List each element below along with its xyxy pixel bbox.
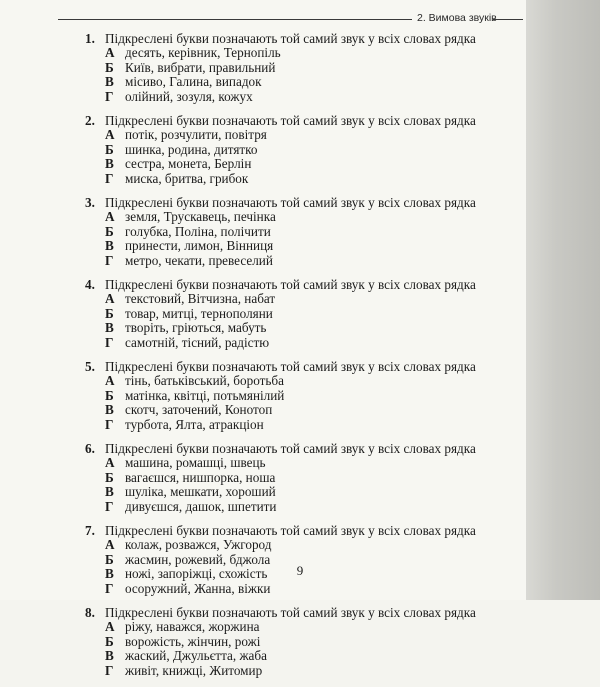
question-number: 3. [85,195,95,210]
option-text: шинка, родина, дитятко [125,141,258,157]
question-stem [85,277,525,292]
option-text: осоружний, Жанна, віжки [125,580,271,596]
answer-option [105,374,525,389]
option-text: турбота, Ялта, атракціон [125,416,264,432]
answer-option [105,172,525,187]
option-letter: Б [105,223,114,239]
option-letter: Б [105,59,114,75]
question-item [85,441,525,514]
answer-option [105,210,525,225]
option-letter: Б [105,469,114,485]
option-text: живіт, книжці, Житомир [125,662,263,678]
question-number: 6. [85,441,95,456]
question-stem [85,441,525,456]
option-text: жасмин, рожевий, бджола [125,551,271,567]
answer-option [105,538,525,553]
question-text: Підкреслені букви позначають той самий звук у всіх словах рядка [105,31,476,46]
option-text: голубка, Поліна, полічити [125,223,271,239]
running-header [0,12,600,26]
option-letter: А [105,209,115,224]
option-letter: Г [105,88,114,104]
option-text: вагаєшся, нишпорка, ноша [125,469,276,485]
option-text: ворожість, жінчин, рожі [125,633,261,649]
answer-option [105,46,525,61]
header-rule-left [58,19,412,20]
question-item [85,195,525,268]
question-number: 2. [85,113,95,128]
option-text: жаский, Джульєтта, жаба [125,648,267,663]
answer-option [105,336,525,351]
option-text: ріжу, наважся, жоржина [125,619,260,634]
answer-options [105,620,525,678]
answer-option [105,61,525,76]
option-letter: Г [105,170,114,186]
answer-option [105,471,525,486]
option-text: олійний, зозуля, кожух [125,88,253,104]
option-text: тінь, батьківський, боротьба [125,373,284,388]
question-text: Підкреслені букви позначають той самий звук у всіх словах рядка [105,359,476,374]
option-letter: В [105,402,114,417]
option-letter: В [105,156,114,171]
answer-options [105,374,525,432]
answer-option [105,500,525,515]
answer-option [105,254,525,269]
answer-options [105,128,525,186]
answer-option [105,649,525,664]
option-letter: Г [105,498,114,514]
question-number: 4. [85,277,95,292]
answer-option [105,620,525,635]
option-text: місиво, Галина, випадок [125,74,262,89]
answer-option [105,90,525,105]
option-text: принести, лимон, Вінниця [125,238,274,253]
option-letter: Б [105,387,114,403]
answer-option [105,664,525,679]
option-text: миска, бритва, грибок [125,170,249,186]
header-rule-right [493,19,523,20]
page-edge-shadow [526,0,600,600]
question-item [85,523,525,596]
option-letter: Г [105,580,114,596]
option-text: шуліка, мешкати, хороший [125,484,276,499]
option-letter: А [105,537,115,552]
answer-option [105,321,525,336]
option-letter: В [105,484,114,499]
section-title: 2. Вимова звуків [417,12,497,24]
option-letter: Б [105,305,114,321]
option-text: десять, керівник, Тернопіль [125,45,281,60]
option-letter: В [105,74,114,89]
answer-option [105,418,525,433]
question-number: 8. [85,605,95,620]
answer-options [105,292,525,350]
question-item [85,31,525,104]
question-number: 5. [85,359,95,374]
option-text: текстовий, Вітчизна, набат [125,291,276,306]
question-number: 1. [85,31,95,46]
option-letter: В [105,648,114,663]
option-letter: Б [105,141,114,157]
question-text: Підкреслені букви позначають той самий звук у всіх словах рядка [105,277,476,292]
question-stem [85,605,525,620]
option-text: колаж, розважся, Ужгород [125,537,272,552]
question-stem [85,31,525,46]
option-letter: А [105,45,115,60]
questions-list [85,31,525,687]
answer-option [105,225,525,240]
answer-options [105,456,525,514]
option-text: творіть, гріються, мабуть [125,320,267,335]
option-text: дивуєшся, дашок, шпетити [125,498,277,514]
option-text: матінка, квітці, потьмянілий [125,387,285,403]
option-letter: А [105,127,115,142]
option-letter: А [105,291,115,306]
option-letter: А [105,455,115,470]
option-letter: А [105,373,115,388]
answer-option [105,635,525,650]
answer-option [105,128,525,143]
question-item [85,605,525,678]
answer-option [105,485,525,500]
option-letter: Г [105,662,114,678]
answer-option [105,239,525,254]
option-text: сестра, монета, Берлін [125,156,252,171]
question-text: Підкреслені букви позначають той самий звук у всіх словах рядка [105,195,476,210]
question-item [85,359,525,432]
option-letter: Б [105,551,114,567]
question-stem [85,195,525,210]
answer-options [105,46,525,104]
option-letter: В [105,566,114,581]
question-stem [85,113,525,128]
option-letter: А [105,619,115,634]
option-letter: В [105,238,114,253]
option-text: ножі, запоріжці, схожість [125,566,268,581]
question-number: 7. [85,523,95,538]
answer-option [105,143,525,158]
answer-option [105,157,525,172]
option-letter: Г [105,416,114,432]
question-text: Підкреслені букви позначають той самий звук у всіх словах рядка [105,605,476,620]
answer-option [105,307,525,322]
question-text: Підкреслені букви позначають той самий звук у всіх словах рядка [105,523,476,538]
option-text: Київ, вибрати, правильний [125,59,276,75]
option-text: скотч, заточений, Конотоп [125,402,273,417]
answer-option [105,292,525,307]
question-text: Підкреслені букви позначають той самий звук у всіх словах рядка [105,113,476,128]
option-letter: Б [105,633,114,649]
option-text: машина, ромашці, швець [125,455,266,470]
answer-option [105,75,525,90]
answer-option [105,403,525,418]
option-letter: Г [105,252,114,268]
answer-option [105,582,525,597]
option-text: земля, Трускавець, печінка [125,209,276,224]
answer-option [105,456,525,471]
answer-options [105,210,525,268]
question-text: Підкреслені букви позначають той самий звук у всіх словах рядка [105,441,476,456]
option-text: потік, розчулити, повітря [125,127,267,142]
question-stem [85,523,525,538]
option-text: товар, митці, тернополяни [125,305,273,321]
question-stem [85,359,525,374]
page-number: 9 [296,563,304,578]
question-item [85,277,525,350]
option-letter: Г [105,334,114,350]
answer-option [105,389,525,404]
option-letter: В [105,320,114,335]
option-text: метро, чекати, превеселий [125,252,273,268]
question-item [85,113,525,186]
option-text: самотній, тісний, радістю [125,334,270,350]
